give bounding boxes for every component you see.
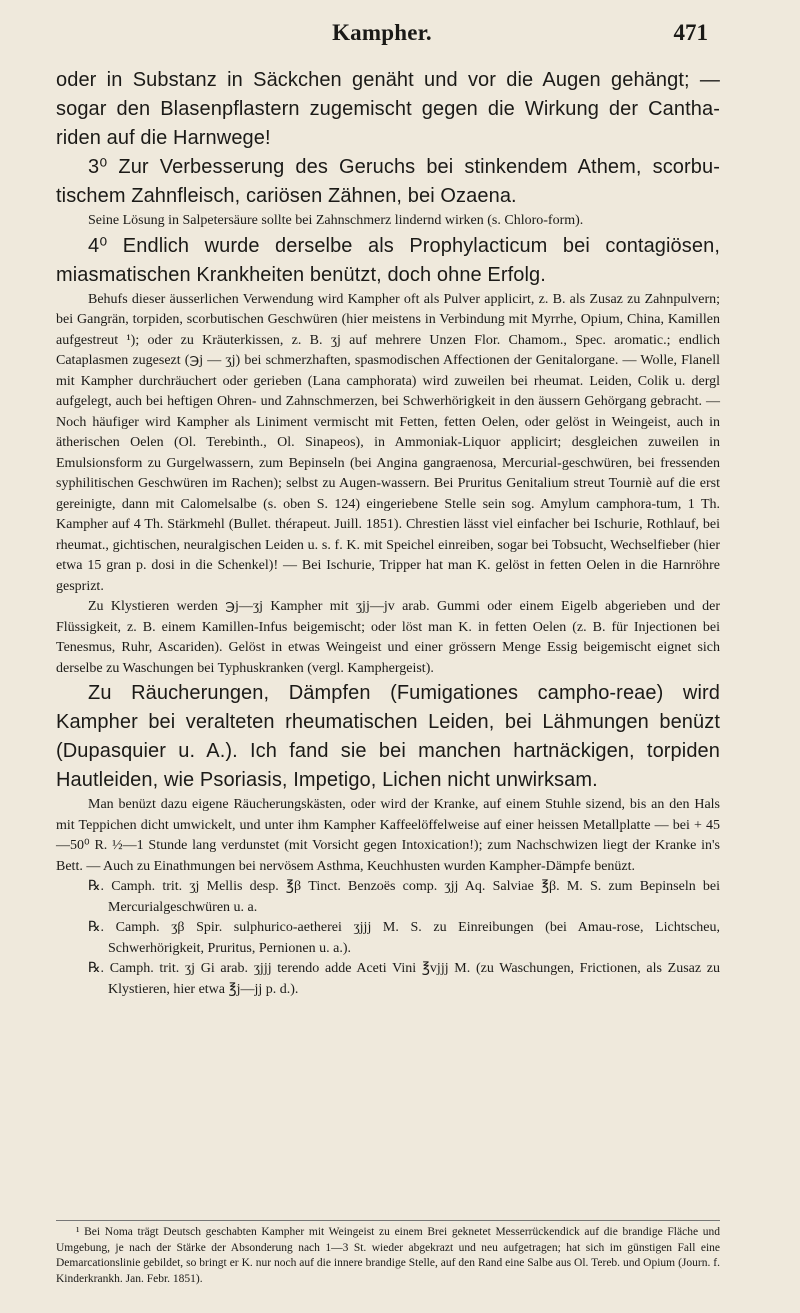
paragraph-augen: oder in Substanz in Säckchen genäht und vor die Augen gehängt; — sogar den Blasenpflastern zugemischt gegen die Wirkung der Cantha-riden auf die Harnwege! <box>56 69 720 149</box>
prescription-1: ℞. Camph. trit. ʒj Mellis desp. ℥β Tinct. Benzoës comp. ʒjj Aq. Salviae ℥β. M. S. zum Bepinseln bei Mercurialgeschwüren u. a. <box>88 879 720 915</box>
note-raeucherungskaesten: Man benüzt dazu eigene Räucherungskästen, oder wird der Kranke, auf einem Stuhle sizend, bis an den Hals mit Teppichen dicht umwickelt, und unter ihm Kampher Kaffeelöffelweise auf einer heissen Metallplatte — bei + 45—50⁰ R. ½—1 Stunde lang verdunstet (mit Vorsicht gegen Intoxication!); zum Nachschwizen liegt der Kranke in's Bett. — Auch zu Einathmungen bei nervösem Asthma, Keuchhusten wurden Kampher-Dämpfe benüzt. <box>56 797 720 874</box>
page-header <box>56 16 708 52</box>
paragraph-point-4: 4⁰ Endlich wurde derselbe als Prophylacticum bei contagiösen, miasmatischen Krankheiten benützt, doch ohne Erfolg. <box>56 234 720 286</box>
paragraph-raeucherungen: Zu Räucherungen, Dämpfen (Fumigationes campho-reae) wird Kampher bei veralteten rheumatischen Leiden, bei Lähmungen benüzt (Dupasquier u. A.). Ich fand sie bei manchen hartnäckigen, torpiden Hautleiden, wie Psoriasis, Impetigo, Lichen nicht unwirksam. <box>56 682 720 791</box>
footnote-1: ¹ Bei Noma trägt Deutsch geschabten Kampher mit Weingeist zu einem Brei geknetet Messerrückendick auf die brandige Fläche und Umgebung, je nach der Stärke der Absonderung nach 1—3 St. wieder abgekrazt und neu aufgetragen; hat sich im günstigen Fall eine Demarcationslinie gebildet, so bringt er K. nur noch auf die innere brandige Stelle, auf den Rand eine Salbe aus Ol. Tereb. und Opium (Journ. f. Kinderkrankh. Jan. Febr. 1851). <box>56 1226 720 1285</box>
paragraph-point-3: 3⁰ Zur Verbesserung des Geruchs bei stinkendem Athem, scorbu-tischem Zahnfleisch, cariösen Zähnen, bei Ozaena. <box>56 156 720 207</box>
page-number: 471 <box>673 20 708 45</box>
note-aeusserliche-verwendung: Behufs dieser äusserlichen Verwendung wird Kampher oft als Pulver applicirt, z. B. als Zusaz zu Zahnpulvern; bei Gangrän, torpiden, scorbutischen Geschwüren (hier meistens in Verbindung mit Myrrhe, Opium, China, Kamillen aufgestreut ¹); oder zu Kräuterkissen, z. B. ʒj auf mehrere Unzen Flor. Chamom., Spec. aromatic.; endlich Cataplasmen zugesezt (℈j — ʒj) bei schmerzhaften, spasmodischen Affectionen der Genitalorgane. — Wolle, Flanell mit Kampher durchräuchert oder gerieben (Lana camphorata) wird zuweilen bei rheumat. Leiden, Colik u. dergl aufgelegt, auch bei heftigen Ohren- und Zahnschmerzen, bei Schwerhörigkeit in den äussern Gehörgang gebracht. — Noch häufiger wird Kampher als Liniment vermischt mit Fetten, fetten Oelen, oder gelöst in Weingeist, auch in ätherischen Oelen (Ol. Terebinth., Ol. Sinapeos), in Ammoniak-Liquor applicirt; desgleichen zuweilen in Emulsionsform zu Gurgelwassern, zum Bepinseln (bei Angina gangraenosa, Mercurial-geschwüren, bei fressenden syphilitischen Geschwüren im Rachen); selbst zu Augen-wassern. Bei Pruritus Genitalium streut Tourniè auf die erst gereinigte, dann mit Calomelsalbe (s. oben S. 124) eingeriebene Stelle sein sog. Amylum camphora-tum, 1 Th. Kampher auf 4 Th. Stärkmehl (Bullet. thérapeut. Juill. 1851). Chrestien lässt viel einfacher bei Ischurie, Rothlauf, bei rheumat., gichtischen, neuralgischen Leiden u. s. f. K. mit Speichel einreiben, sogar bei Tobsucht, Wechselfieber (hier etwa 15 gran p. dosi in die Schenkel)! — Bei Ischurie, Tripper hat man K. gelöst in fetten Oelen in die Harnröhre gesprizt. <box>56 291 720 594</box>
note-salpetersaeure: Seine Lösung in Salpetersäure sollte bei Zahnschmerz lindernd wirken (s. Chloro-form). <box>88 213 584 228</box>
running-head: Kampher. <box>332 20 432 45</box>
body-text <box>56 66 720 1000</box>
note-klystiere: Zu Klystieren werden ℈j—ʒj Kampher mit ʒjj—jv arab. Gummi oder einem Eigelb abgerieben und der Flüssigkeit, z. B. einem Kamillen-Infus beigemischt; oder löst man K. in fetten Oelen (z. B. für Injectionen bei Tenesmus, Ruhr, Ascariden). Gelöst in etwas Weingeist und einer grössern Menge Essig beigemischt eignet sich derselbe zu Waschungen bei Typhuskranken (vergl. Kamphergeist). <box>56 599 720 676</box>
prescription-3: ℞. Camph. trit. ʒj Gi arab. ʒjjj terendo adde Aceti Vini ℥vjjj M. (zu Waschungen, Frictionen, als Zusaz zu Klystieren, hier etwa ℥j—jj p. d.). <box>88 961 720 997</box>
prescription-2: ℞. Camph. ʒβ Spir. sulphurico-aetherei ʒjjj M. S. zu Einreibungen (bei Amau-rose, Lichtscheu, Schwerhörigkeit, Pruritus, Pernionen u. a.). <box>88 920 720 956</box>
footnotes <box>56 1220 720 1287</box>
